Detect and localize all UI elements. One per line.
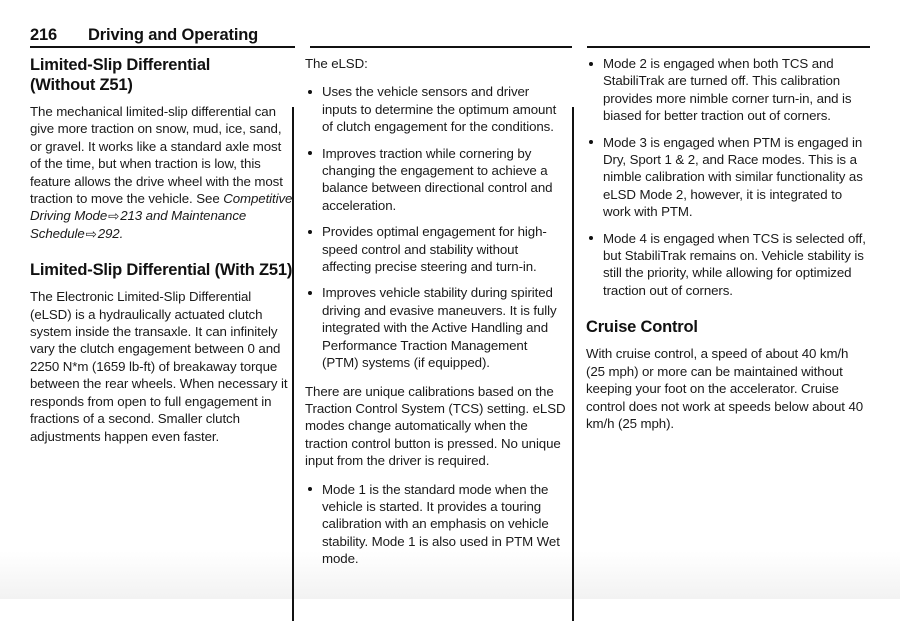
column-1	[30, 55, 295, 445]
list-item-text: Mode 4 is engaged when TCS is selected off, but StabiliTrak remains on. Vehicle stability is still the priority, while allowing for optimized traction out of corners.	[603, 230, 866, 298]
column-3	[586, 55, 866, 432]
bullet-icon	[308, 230, 312, 234]
bullet-list-elsd-features	[305, 83, 567, 371]
list-item-text: Mode 3 is engaged when PTM is engaged in Dry, Sport 1 & 2, and Race modes. This is a nimble calibration with similar functionality as eLSD Mode 2, however, it is integrated to work with PTM.	[603, 134, 863, 220]
list-item	[305, 223, 567, 275]
bullet-icon	[308, 90, 312, 94]
list-item-text: Improves vehicle stability during spirited driving and evasive maneuvers. It is fully integrated with the Active Handling and Performance Traction Management (PTM) systems (if equipped).	[322, 285, 557, 371]
arrow-right-icon: ⇨	[108, 208, 120, 224]
list-item	[305, 284, 567, 371]
bullet-icon	[589, 62, 593, 66]
xref-joiner: and	[142, 208, 172, 224]
page-title: Driving and Operating	[88, 26, 259, 44]
bullet-icon	[589, 236, 593, 240]
bullet-icon	[308, 291, 312, 295]
bullet-icon	[589, 140, 593, 144]
column-2	[305, 55, 567, 579]
paragraph-unique-calibrations: There are unique calibrations based on the Traction Control System (TCS) setting. eLSD modes change automatically when the traction control button is pressed. No unique input from the driver is required.	[305, 383, 566, 469]
arrow-right-icon: ⇨	[85, 226, 97, 242]
paragraph-cruise-control: With cruise control, a speed of about 40 km/h (25 mph) or more can be maintained without keeping your foot on the accelerator. Cruise control does not work at speeds below about 40 km/h (25 mph).	[586, 346, 864, 431]
section-heading-limited-slip-without-z51	[30, 55, 295, 95]
list-item-text: Mode 2 is engaged when both TCS and StabiliTrak are turned off. This calibration provides more nimble corner turn-in, and is biased for better traction out of corners.	[603, 56, 852, 124]
list-item	[586, 55, 866, 125]
bullet-icon	[308, 487, 312, 491]
bullet-list-elsd-mode-1	[305, 481, 567, 568]
list-item	[305, 145, 567, 215]
bullet-list-elsd-modes	[586, 55, 866, 299]
xref-title: Maintenance Schedule	[30, 208, 247, 241]
heading-line-2: (Without Z51)	[30, 76, 133, 94]
list-item-text: Provides optimal engagement for high-speed control and stability without affecting precise steering and turn-in.	[322, 224, 547, 275]
list-item	[305, 481, 567, 568]
list-item-text: Uses the vehicle sensors and driver inputs to determine the optimum amount of clutch engagement for the conditions.	[322, 84, 557, 135]
section-heading-limited-slip-with-z51: Limited-Slip Differential (With Z51)	[30, 261, 293, 280]
paragraph-mechanical-lsd	[30, 103, 295, 242]
list-item-text: Mode 1 is the standard mode when the vehicle is started. It provides a touring calibration with an emphasis on vehicle stability. Mode 1 is also used in PTM Wet mode.	[322, 481, 560, 567]
list-item	[305, 83, 567, 135]
xref-title: Competitive Driving Mode	[30, 191, 293, 224]
page-number: 216	[30, 26, 58, 44]
lead-in-elsd: The eLSD:	[305, 56, 368, 71]
heading-line-1: Limited-Slip Differential	[30, 56, 211, 74]
xref-page: 213	[120, 208, 143, 224]
header-rule	[30, 46, 295, 48]
column-divider-2	[572, 107, 574, 621]
paragraph-electronic-lsd: The Electronic Limited-Slip Differential (eLSD) is a hydraulically actuated clutch system inside the transaxle. It can infinitely vary the clutch engagement between 0 and 2250 N*m (1659 lb-ft) of breakaway torque between the rear wheels. When necessary it responds from open to full engagement in fractions of a second. Smaller clutch adjustments happen even faster.	[30, 289, 288, 444]
section-heading-cruise-control: Cruise Control	[586, 318, 698, 337]
header-rule-2	[310, 46, 572, 48]
list-item-text: Improves traction while cornering by changing the engagement to achieve a balance between directional control and acceleration.	[322, 145, 553, 213]
header-rule-3	[587, 46, 870, 48]
bullet-icon	[308, 151, 312, 155]
xref-page: 292.	[97, 225, 124, 241]
list-item	[586, 134, 866, 221]
column-container	[0, 55, 900, 575]
list-item	[586, 230, 866, 300]
paragraph-text: The mechanical limited-slip differential can give more traction on snow, mud, ice, sand, or gravel. It works like a standard axle most of the time, but when traction is low, this feature allows the drive wheel with the most traction to move the vehicle. See	[30, 104, 283, 207]
